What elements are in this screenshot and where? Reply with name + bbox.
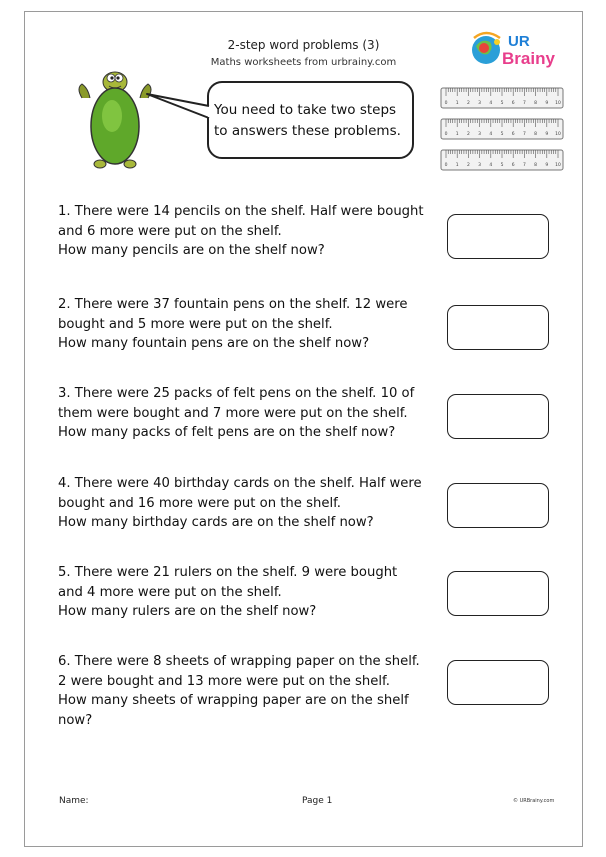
answer-box-3[interactable] [447,394,549,439]
ruler-icon [440,149,564,171]
ruler-label: 7 [522,132,526,137]
question-4 [58,474,438,533]
answer-box-5[interactable] [447,571,549,616]
ruler-label: 10 [555,101,561,106]
question-line: and 4 more were put on the shelf. [58,584,282,600]
logo-text-ur: UR [508,33,530,50]
question-line: them were bought and 7 more were put on the shelf. [58,405,408,421]
worksheet-subtitle: Maths worksheets from urbrainy.com [210,57,397,68]
question-line: bought and 16 more were put on the shelf. [58,495,341,511]
ruler-icon [440,87,564,109]
question-line: How many sheets of wrapping paper are on the shelf [58,693,409,708]
ruler-label: 0 [444,101,448,106]
question-6 [58,652,438,730]
ruler-label: 9 [545,163,549,168]
question-line: 2 were bought and 13 more were put on the shelf. [58,673,390,689]
ruler-label: 4 [489,101,493,106]
question-line: 1. There were 14 pencils on the shelf. Half were bought [58,204,424,219]
ruler-label: 7 [522,163,526,168]
ruler-label: 8 [534,101,538,106]
ruler-label: 6 [511,132,515,137]
ruler-label: 3 [478,163,482,168]
speech-bubble-text [214,100,414,142]
ruler-label: 2 [466,101,470,106]
ruler-label: 1 [455,101,459,106]
ruler-label: 5 [500,132,504,137]
ruler-label: 2 [466,132,470,137]
answer-box-6[interactable] [447,660,549,705]
ruler-label: 6 [511,101,515,106]
ruler-label: 2 [466,163,470,168]
ruler-label: 7 [522,101,526,106]
turtle-mascot-icon [74,68,156,170]
question-2 [58,295,438,354]
ruler-label: 1 [455,132,459,137]
ruler-label: 3 [478,132,482,137]
question-line: and 6 more were put on the shelf. [58,223,282,239]
ruler-label: 10 [555,132,561,137]
ruler-label: 6 [511,163,515,168]
ruler-label: 8 [534,132,538,137]
ruler-label: 10 [555,163,561,168]
worksheet-title: 2-step word problems (3) [227,38,380,52]
logo-text-brainy: Brainy [502,49,555,68]
ruler-label: 5 [500,163,504,168]
ruler-label: 9 [545,101,549,106]
ruler-label: 9 [545,132,549,137]
ruler-icon [440,118,564,140]
ruler-label: 0 [444,163,448,168]
copyright: © URBrainy.com [513,798,555,804]
ruler-label: 1 [455,163,459,168]
question-5 [58,563,438,622]
ruler-label: 4 [489,132,493,137]
urbrainy-logo [466,24,566,72]
speech-bubble-line-2: to answers these problems. [214,123,401,139]
answer-box-1[interactable] [447,214,549,259]
question-line: How many pencils are on the shelf now? [58,243,325,258]
question-line: 5. There were 21 rulers on the shelf. 9 were bought [58,565,398,580]
question-line: now? [58,712,93,728]
question-1 [58,202,438,261]
question-line: 4. There were 40 birthday cards on the shelf. Half were [58,476,422,491]
question-line: How many birthday cards are on the shelf now? [58,515,374,530]
answer-box-2[interactable] [447,305,549,350]
ruler-label: 5 [500,101,504,106]
ruler-label: 0 [444,132,448,137]
question-line: 6. There were 8 sheets of wrapping paper on the shelf. [58,654,420,669]
question-line: How many fountain pens are on the shelf now? [58,336,370,351]
ruler-label: 4 [489,163,493,168]
question-line: 2. There were 37 fountain pens on the shelf. 12 were [58,297,408,312]
question-line: 3. There were 25 packs of felt pens on the shelf. 10 of [58,386,415,401]
question-3 [58,384,438,443]
answer-box-4[interactable] [447,483,549,528]
page-number: Page 1 [302,796,333,806]
question-line: bought and 5 more were put on the shelf. [58,316,333,332]
ruler-label: 8 [534,163,538,168]
question-line: How many packs of felt pens are on the shelf now? [58,425,396,440]
question-line: How many rulers are on the shelf now? [58,604,317,619]
speech-bubble-line-1: You need to take two steps [214,102,397,118]
ruler-label: 3 [478,101,482,106]
name-label: Name: [59,796,89,806]
